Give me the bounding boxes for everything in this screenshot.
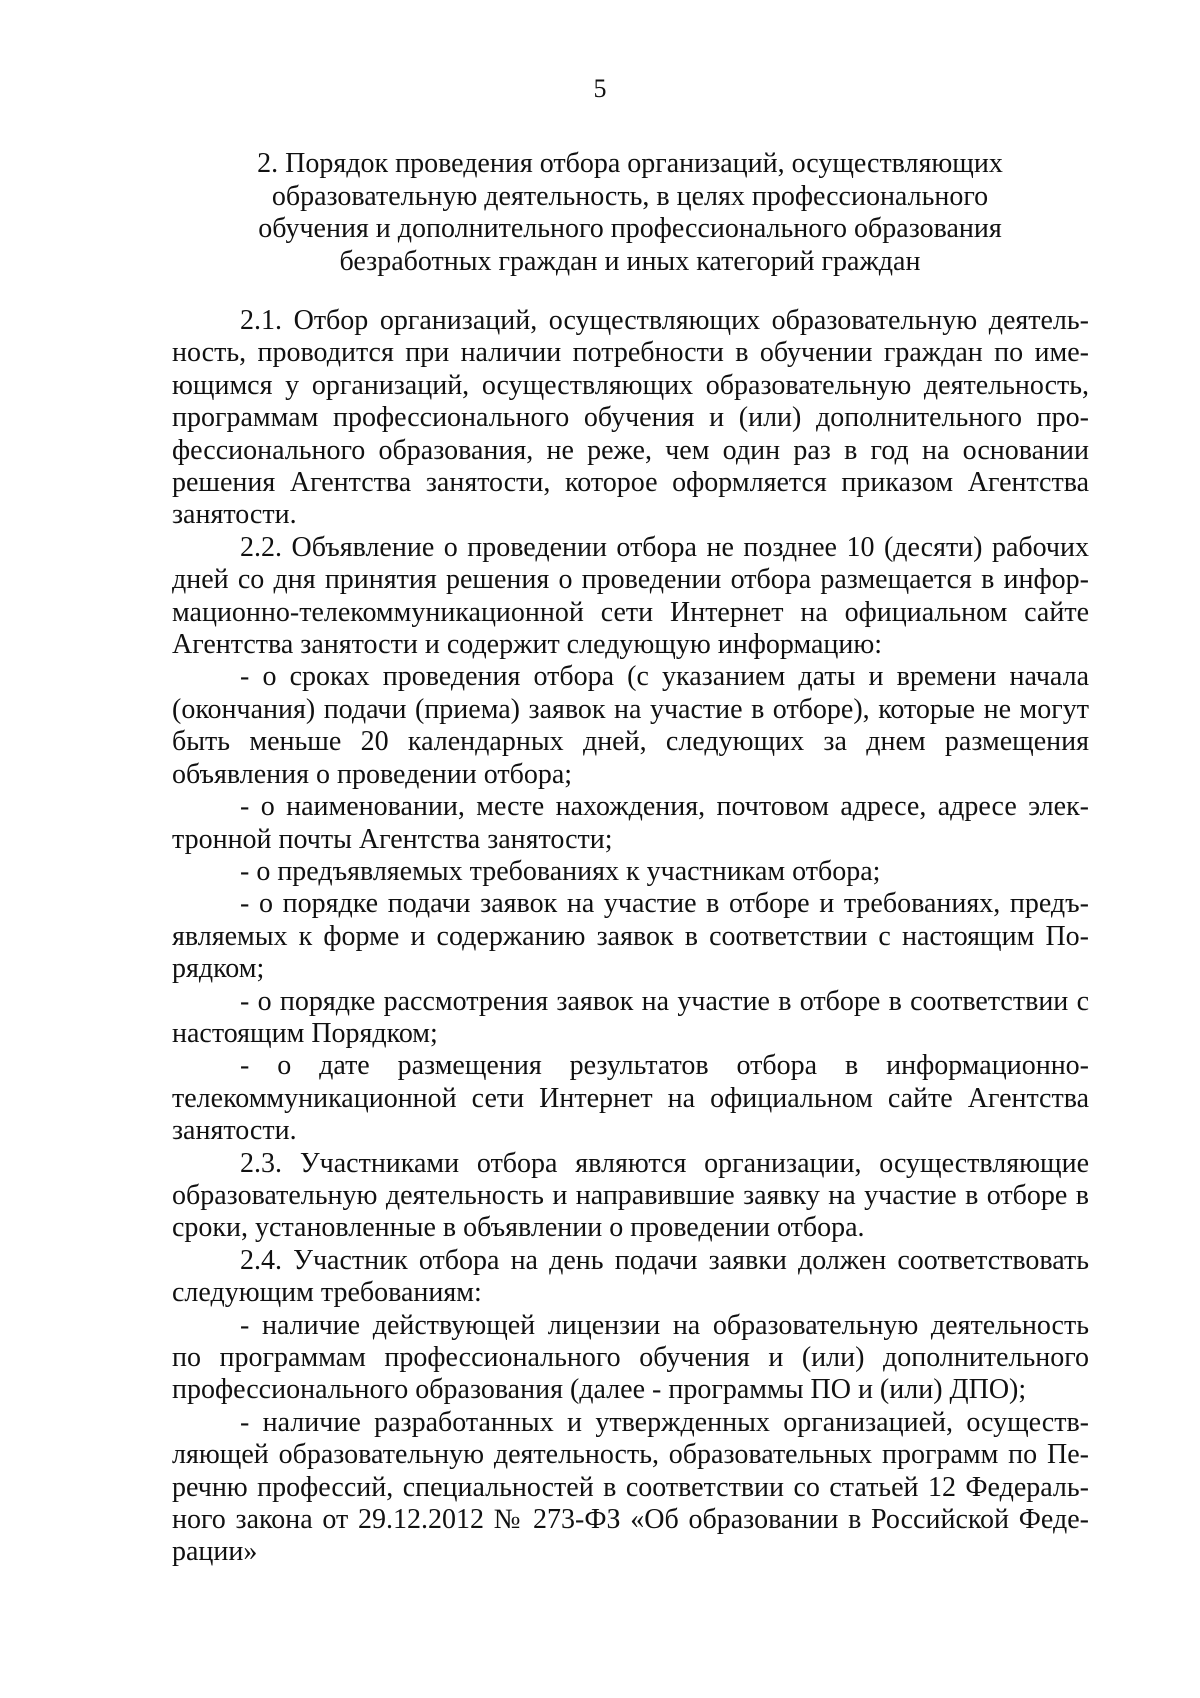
page-number: 5 xyxy=(593,74,607,103)
section-heading-line: обучения и дополнительного профессионального образования xyxy=(258,213,1002,244)
list-item-license: - наличие действующей лицензии на образовательную деятельность по программам профессионального обучения и (или) дополнительного профессионального образования (далее - программы ПО и (или) ДПО); xyxy=(172,1309,1089,1406)
list-item-participant-requirements: - о предъявляемых требованиях к участникам отбора; xyxy=(240,855,881,887)
section-heading-line: безработных граждан и иных категорий граждан xyxy=(339,245,921,277)
document-body xyxy=(172,305,1089,1569)
paragraph-2-4: 2.4. Участник отбора на день подачи заявки должен соответствовать следующим требованиям: xyxy=(172,1244,1089,1309)
list-item-deadlines: - о сроках проведения отбора (с указанием даты и времени начала (окончания) подачи (приема) заявок на участие в отборе), которые не могут быть меньше 20 календарных дней, следующих за днем размещения объявления о проведении отбора; xyxy=(172,661,1089,790)
paragraph-2-2: 2.2. Объявление о проведении отбора не позднее 10 (десяти) рабочих дней со дня принятия решения о проведении отбора размещается в информационно-телекоммуникационной сети Интернет на официальном сайте Агентства занятости и содержит следующую информацию: xyxy=(172,531,1089,661)
paragraph-2-1: 2.1. Отбор организаций, осуществляющих образовательную деятельность, проводится при наличии потребности в обучении граждан по имеющимся у организаций, осуществляющих образовательную деятельность, программам профессионального обучения и (или) дополнительного профессионального образования, не реже, чем один раз в год на основании решения Агентства занятости, которое оформляется приказом Агентства занятости. xyxy=(172,305,1089,531)
list-item-agency-contacts: - о наименовании, месте нахождения, почтовом адресе, адресе электронной почты Агентства занятости; xyxy=(172,791,1089,855)
list-item-application-procedure: - о порядке подачи заявок на участие в отборе и требованиях, предъявляемых к форме и содержанию заявок в соответствии с настоящим Порядком; xyxy=(172,888,1089,985)
list-item-review-procedure: - о порядке рассмотрения заявок на участие в отборе в соответствии с настоящим Порядком; xyxy=(172,985,1089,1049)
section-heading xyxy=(240,148,1020,278)
section-heading-line: 2. Порядок проведения отбора организаций, осуществляющих xyxy=(257,148,1003,179)
list-item-results-date: - о дате размещения результатов отбора в информационно-телекоммуникационной сети Интернет на официальном сайте Агентства занятости. xyxy=(172,1050,1089,1147)
section-heading-line: образовательную деятельность, в целях профессионального xyxy=(271,180,989,212)
list-item-programs: - наличие разработанных и утвержденных организацией, осуществляющей образовательную деятельность, образовательных программ по Перечню профессий, специальностей в соответствии со статьей 12 Федерального закона от 29.12.2012 № 273-ФЗ «Об образовании в Российской Федерации» xyxy=(172,1406,1089,1568)
paragraph-2-3: 2.3. Участниками отбора являются организации, осуществляющие образовательную деятельность и направившие заявку на участие в отборе в сроки, установленные в объявлении о проведении отбора. xyxy=(172,1147,1089,1244)
